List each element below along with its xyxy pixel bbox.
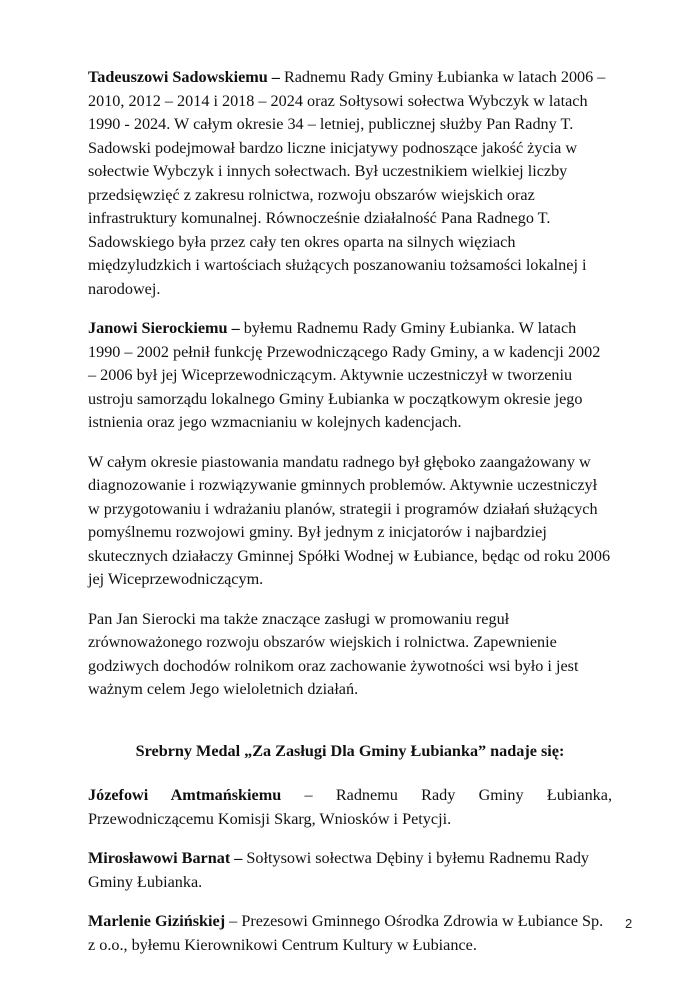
awardee-text: – Prezesowi Gminnego Ośrodka Zdrowia w Łubiance Sp. z o.o., byłemu Kierownikowi Centrum Kultury w Łubiance. xyxy=(88,912,604,954)
awardee-name: Józefowi Amtmańskiemu xyxy=(88,786,282,804)
paragraph-sierocki-merits xyxy=(88,608,612,702)
section-heading-silver-medal: Srebrny Medal „Za Zasługi Dla Gminy Łubianka” nadaje się: xyxy=(135,741,565,760)
awardee-text: – Radnemu Rady Gminy Łubianka, Przewodniczącemu Komisji Skarg, Wniosków i Petycji. xyxy=(88,786,612,828)
paragraph-sierocki xyxy=(88,317,612,435)
awardee-gizinska xyxy=(88,910,612,957)
awardee-amtmanski xyxy=(88,784,612,831)
paragraph-text: W całym okresie piastowania mandatu radnego był głęboko zaangażowany w diagnozowanie i rozwiązywanie gminnych problemów. Aktywnie uczestniczył w przygotowaniu i wdrażaniu planów, strategii i programów działań służących pomyślnemu rozwojowi gminy. Był jednym z inicjatorów i najbardziej skutecznych działaczy Gminnej Spółki Wodnej w Łubiance, będąc od roku 2006 jej Wiceprzewodniczącym. xyxy=(88,452,611,588)
honoree-name: Tadeuszowi Sadowskiemu – xyxy=(88,68,280,86)
awardee-text: Sołtysowi sołectwa Dębiny i byłemu Radnemu Rady Gminy Łubianka. xyxy=(88,849,590,891)
page-number: 2 xyxy=(625,916,633,931)
awardee-name: Mirosławowi Barnat – xyxy=(88,849,243,867)
paragraph-text: byłemu Radnemu Rady Gminy Łubianka. W latach 1990 – 2002 pełnił funkcję Przewodniczącego Rady Gminy, a w kadencji 2002 – 2006 był jej Wiceprzewodniczącym. Aktywnie uczestniczył w tworzeniu ustroju samorządu lokalnego Gminy Łubianka w początkowym okresie jego istnienia oraz jego wzmacnianiu w kolejnych kadencjach. xyxy=(88,319,601,431)
awardee-name: Marlenie Gizińskiej xyxy=(88,912,226,930)
paragraph-sierocki-continued xyxy=(88,451,612,592)
awardee-barnat xyxy=(88,847,612,894)
paragraph-sadowski xyxy=(88,66,612,301)
paragraph-text: Pan Jan Sierocki ma także znaczące zasługi w promowaniu reguł zrównoważonego rozwoju obszarów wiejskich i rolnictwa. Zapewnienie godziwych dochodów rolnikom oraz zachowanie żywotności wsi było i jest ważnym celem Jego wieloletnich działań. xyxy=(88,609,579,698)
honoree-name: Janowi Sierockiemu – xyxy=(88,319,240,337)
paragraph-text: Radnemu Rady Gminy Łubianka w latach 2006 – 2010, 2012 – 2014 i 2018 – 2024 oraz Sołtysowi sołectwa Wybczyk w latach 1990 - 2024. W całym okresie 34 – letniej, publicznej służby Pan Radny T. Sadowski podejmował bardzo liczne inicjatywy podnoszące jakość życia w sołectwie Wybczyk i innych sołectwach. Był uczestnikiem wielkiej liczby przedsięwzięć z zakresu rolnictwa, rozwoju obszarów wiejskich oraz infrastruktury komunalnej. Równocześnie działalność Pana Radnego T. Sadowskiego była przez cały ten okres oparta na silnych więziach międzyludzkich i wartościach służących poszanowaniu tożsamości lokalnej i narodowej. xyxy=(88,68,606,298)
document-page xyxy=(88,66,612,973)
